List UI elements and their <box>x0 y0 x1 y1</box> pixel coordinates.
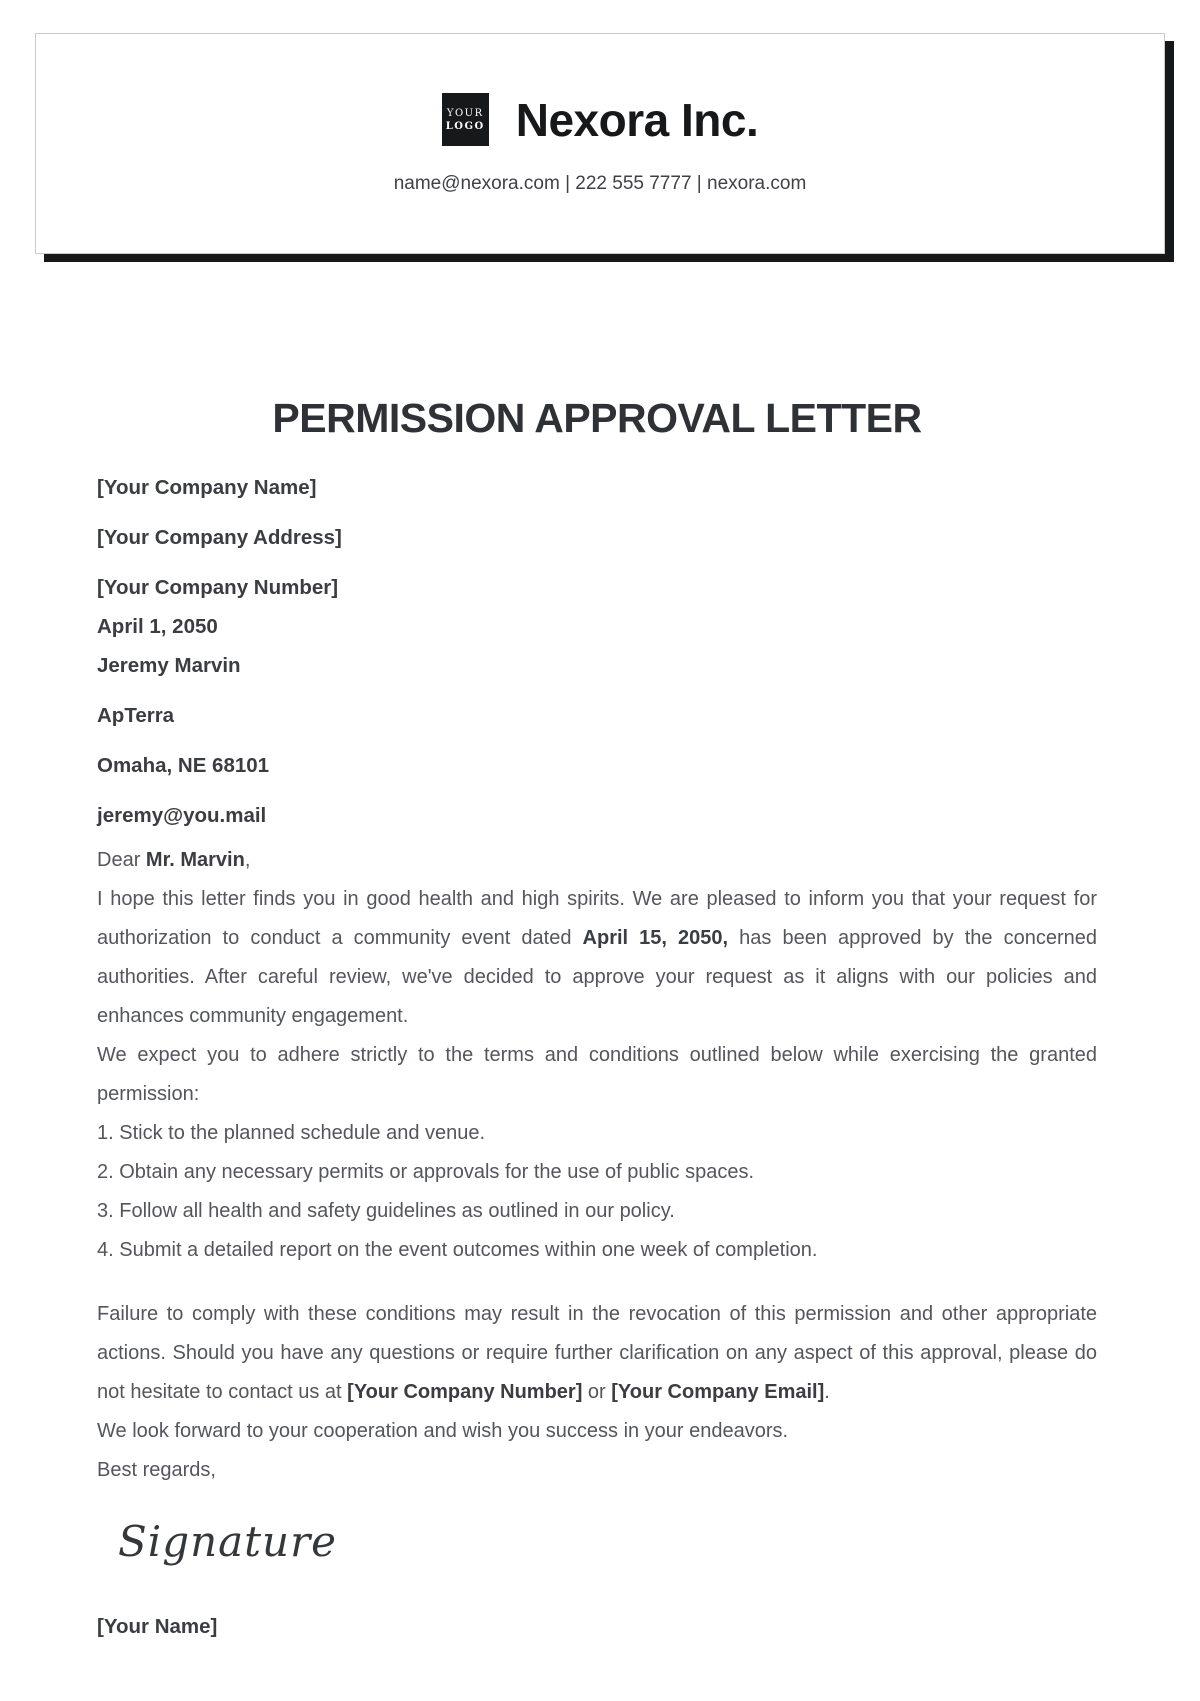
company-logo <box>442 93 489 146</box>
condition-item: Submit a detailed report on the event outcomes within one week of completion. <box>119 1239 818 1261</box>
condition-item: Obtain any necessary permits or approvals for the use of public spaces. <box>119 1161 755 1183</box>
condition-item: Stick to the planned schedule and venue. <box>119 1122 486 1144</box>
paragraph-failure-text: Failure to comply with these conditions may result in the revocation of this permission and other appropriate actions. Should you have any questions or require further clarification on any aspect of this approval, please do not hesitate to contact us at <box>97 1303 1097 1403</box>
closing-line: We look forward to your cooperation and wish you success in your endeavors. <box>97 1420 789 1442</box>
paragraph-failure-or: or <box>582 1381 612 1403</box>
salutation-name: Mr. Marvin <box>145 849 245 871</box>
paragraph-approval-text: I hope this letter finds you in good health and high spirits. We are pleased to inform you that your request for authorization to conduct a community event dated <box>97 888 1097 949</box>
signature-script: Signature <box>118 1517 338 1566</box>
salutation-prefix: Dear <box>97 849 146 871</box>
signer-name: [Your Name] <box>97 1615 218 1638</box>
logo-text-logo: LOGO <box>445 120 485 132</box>
brand-row <box>442 93 759 147</box>
info-line-organization: ApTerra <box>97 704 175 727</box>
paragraph-terms: We expect you to adhere strictly to the terms and conditions outlined below while exercising the granted permission: <box>97 1044 1097 1105</box>
regards-line: Best regards, <box>97 1459 216 1481</box>
paragraph-failure <box>97 1295 1097 1412</box>
paragraph-approval-rest: has been approved by the concerned authorities. After careful review, we've decided to approve your request as it aligns with our policies and enhances community engagement. <box>97 927 1097 1027</box>
info-line-company-name: [Your Company Name] <box>97 476 317 499</box>
info-line-city: Omaha, NE 68101 <box>97 754 270 777</box>
letter-body <box>97 395 1097 1646</box>
paragraph-failure-email: [Your Company Email] <box>611 1381 825 1403</box>
info-line-date: April 1, 2050 <box>97 615 218 638</box>
paragraph-failure-number: [Your Company Number] <box>347 1381 583 1403</box>
info-line-company-number: [Your Company Number] <box>97 576 339 599</box>
conditions-list <box>97 1114 1097 1270</box>
info-line-company-address: [Your Company Address] <box>97 526 342 549</box>
paragraph-approval-date: April 15, 2050, <box>582 927 729 949</box>
paragraph-approval <box>97 880 1097 1036</box>
info-line-email: jeremy@you.mail <box>97 804 267 827</box>
recipient-info-block <box>97 468 1097 835</box>
salutation-suffix: , <box>244 849 251 871</box>
logo-text-your: YOUR <box>446 107 484 119</box>
info-line-recipient-name: Jeremy Marvin <box>97 654 241 677</box>
letter-title: PERMISSION APPROVAL LETTER <box>272 395 922 441</box>
letterhead <box>35 33 1165 254</box>
salutation <box>97 841 1097 880</box>
condition-item: Follow all health and safety guidelines as outlined in our policy. <box>119 1200 675 1222</box>
company-name: Nexora Inc. <box>515 93 759 146</box>
paragraph-failure-period: . <box>824 1381 830 1403</box>
contact-line: name@nexora.com | 222 555 7777 | nexora.com <box>393 172 807 194</box>
